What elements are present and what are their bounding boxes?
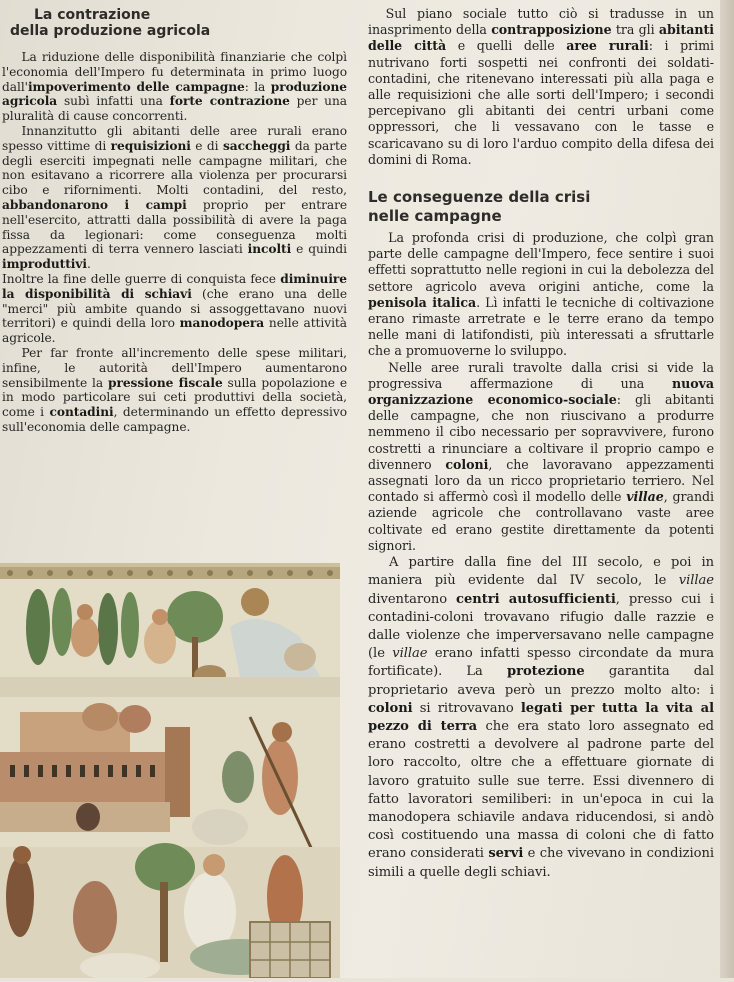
roman-mosaic-image [0,563,340,982]
mosaic-illustration [0,567,340,978]
page-edge [720,0,734,978]
section-heading-contraction [2,6,347,40]
paragraph-crisis: La profonda crisi di produzione, che colpì gran parte delle campagne dell'Impero, fece sentire i suoi effetti soprattutto nelle regioni in cui la debolezza del settore agricolo aveva origini antiche, come la penisola italica. Lì infatti le tecniche di coltivazione erano rimaste arretrate e le terre erano da tempo nelle mani di latifondisti, più interessati a sfruttarle che a promuoverne lo sviluppo. [368,230,715,359]
left-column [2,6,347,435]
paragraph-villae: A partire dalla fine del III secolo, e poi in maniera più evidente dal IV secolo, le villae diventarono centri autosufficienti, presso cui i contadini-coloni trovavano rifugio dalle razzie e dalle violenze che imperversavano nelle campagne (le villae erano infatti spesso circondate da mura fortificate). La protezione garantita dal proprietario aveva però un prezzo molto alto: i coloni si ritrovavano legati per tutta la vita al pezzo di terra che era stato loro assegnato ed erano costretti a devolvere al padrone parte del loro raccolto, oltre che a effettuare giornate di lavoro gratuito sulle sue terre. Essi divennero di fatto lavoratori semiliberi: in un'epoca in cui la manodopera schiavile andava riducendosi, si andò così costituendo una massa di coloni che di fatto erano considerati servi e che vivevano in condizioni simili a quelle degli schiavi. [368,555,714,880]
heading-line-1: La contrazione [34,7,151,23]
heading-line-2: nelle campagne [368,207,502,226]
paragraph-3: Inoltre la fine delle guerre di conquista fece diminuire la disponibilità di schiavi (che erano una delle "merci" più ambite quando si assoggettavano nuovi territori) e quindi della loro manodopera nelle attività agricole. [2,271,348,346]
paragraph-4: Per far fronte all'incremento delle spese militari, infine, le autorità dell'Impero aumentarono sensibilmente la pressione fiscale sulla popolazione e in modo particolare sui ceti produttivi della società, come i contadini, determinando un effetto depressivo sull'economia delle campagne. [2,345,348,434]
paragraph-1: La riduzione delle disponibilità finanziarie che colpì l'economia dell'Impero fu determinata in primo luogo dall'impoverimento delle campagne: la produzione agricola subì infatti una forte contrazione per una pluralità di cause concorrenti. [2,50,347,124]
section-heading-consequences [368,188,714,226]
heading-line-2: della produzione agricola [10,23,211,39]
heading-line-1: Le conseguenze della crisi [368,188,591,207]
paragraph-2: Innanzitutto gli abitanti delle aree rurali erano spesso vittime di requisizioni e di saccheggi da parte degli eserciti impegnati nelle campagne militari, che non esitavano a ricorrere alla violenza per procurarsi cibo e rifornimenti. Molti contadini, del resto, abbandonarono i campi proprio per entrare nell'esercito, attratti dalla possibilità di avere la paga fissa da legionari: come conseguenza molti appezzamenti di terra vennero lasciati incolti e quindi improduttivi. [2,123,348,272]
paragraph-social: Sul piano sociale tutto ciò si tradusse in un inasprimento della contrapposizione tra gli abitanti delle città e quelli delle aree rurali: i primi nutrivano forti sospetti nei confronti dei soldati-contadini, che ritenevano interessati più alla paga e alle requisizioni che alle sorti dell'Impero; i secondi percepivano gli abitanti dei centri urbani come oppressori, che li vessavano con le tasse e scaricavano su di loro l'arduo compito della difesa dei domini di Roma. [368,6,714,167]
paragraph-organization: Nelle aree rurali travolte dalla crisi si vide la progressiva affermazione di una nuova organizzazione economico-sociale: gli abitanti delle campagne, che non riuscivano a produrre nemmeno il cibo necessario per sopravvivere, furono costretti a rinunciare a coltivare il proprio campo e divennero coloni, che lavoravano appezzamenti assegnati loro da un ricco proprietario terriero. Nel contado si affermò così il modello delle villae, grandi aziende agricole che controllavano vaste aree coltivate ed erano gestite direttamente da potenti signori. [368,359,714,553]
right-column [368,6,714,882]
